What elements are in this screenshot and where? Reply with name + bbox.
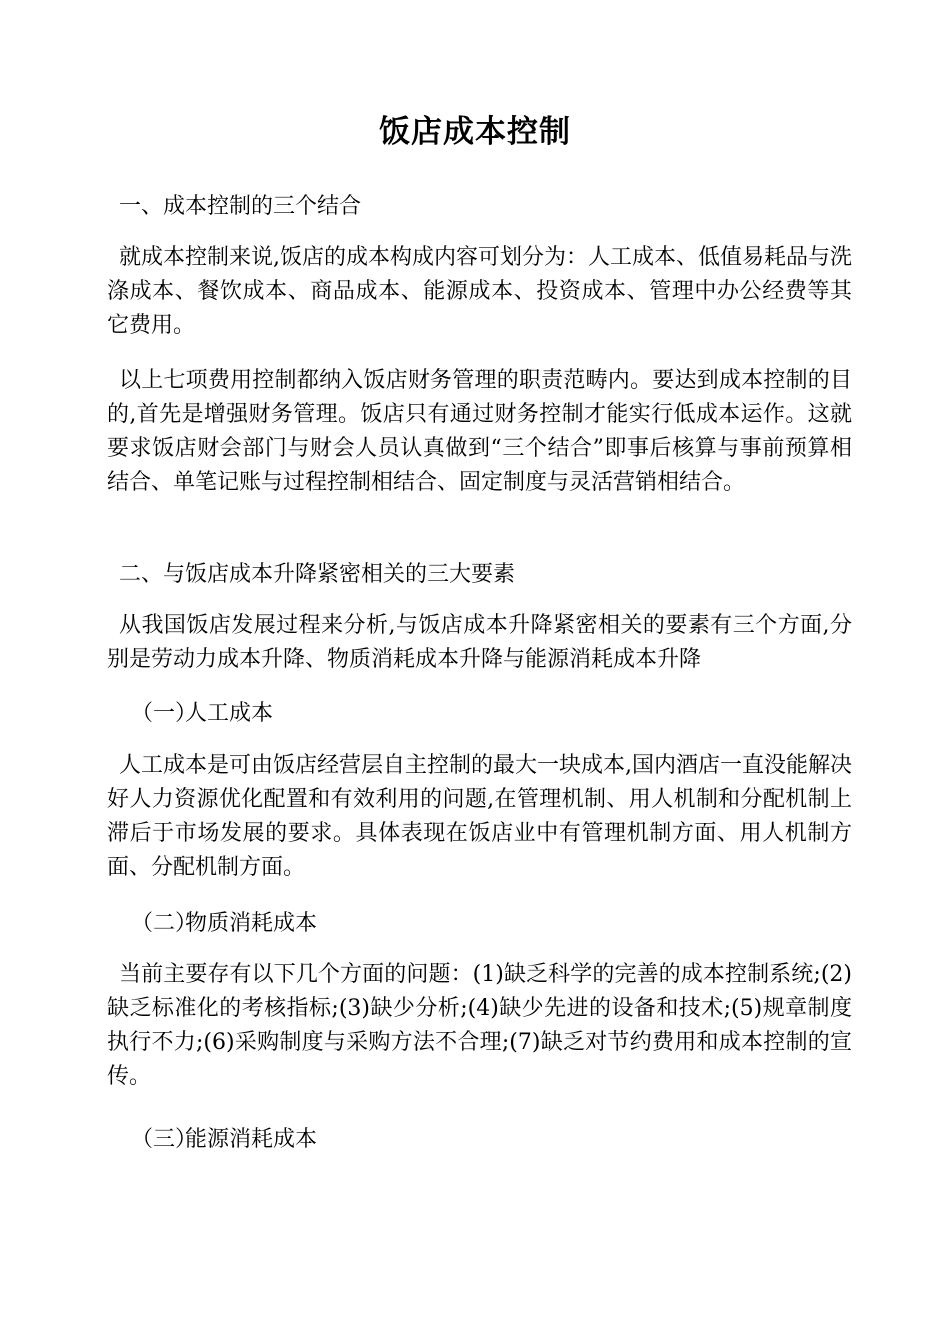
section-heading-1: 一、成本控制的三个结合 bbox=[119, 194, 362, 219]
subsection-heading-1 bbox=[107, 697, 852, 731]
paragraph-three-factors: 从我国饭店发展过程来分析,与饭店成本升降紧密相关的要素有三个方面,分别是劳动力成本升降、物质消耗成本升降与能源消耗成本升降 bbox=[107, 613, 852, 672]
paragraph-cost-composition: 就成本控制来说,饭店的成本构成内容可划分为：人工成本、低值易耗品与洗涤成本、餐饮成本、商品成本、能源成本、投资成本、管理中办公经费等其它费用。 bbox=[107, 245, 852, 338]
subsection-label: 物质消耗成本 bbox=[185, 911, 318, 936]
subsection-heading-3 bbox=[107, 1123, 852, 1157]
section-heading-2: 二、与饭店成本升降紧密相关的三大要素 bbox=[119, 562, 516, 587]
paragraph-three-combinations: 以上七项费用控制都纳入饭店财务管理的职责范畴内。要达到成本控制的目的,首先是增强财务管理。饭店只有通过财务控制才能实行低成本运作。这就要求饭店财会部门与财会人员认真做到“三个结合”即事后核算与事前预算相结合、单笔记账与过程控制相结合、固定制度与灵活营销相结合。 bbox=[107, 368, 852, 495]
paragraph-labor-cost: 人工成本是可由饭店经营层自主控制的最大一块成本,国内酒店一直没能解决好人力资源优化配置和有效利用的问题,在管理机制、用人机制和分配机制上滞后于市场发展的要求。具体表现在饭店业中有管理机制方面、用人机制方面、分配机制方面。 bbox=[107, 753, 852, 880]
subsection-label: 人工成本 bbox=[185, 701, 274, 726]
subsection-heading-2 bbox=[107, 907, 852, 941]
document-title: 饭店成本控制 bbox=[379, 114, 571, 150]
subsection-number: （一） bbox=[131, 701, 198, 726]
subsection-number: （三） bbox=[131, 1127, 198, 1152]
paragraph-material-cost: 当前主要存有以下几个方面的问题：(1)缺乏科学的完善的成本控制系统;(2)缺乏标准化的考核指标;(3)缺少分析;(4)缺少先进的设备和技术;(5)规章制度执行不力;(6)采购制度与采购方法不合理;(7)缺乏对节约费用和成本控制的宣传。 bbox=[107, 962, 852, 1089]
subsection-number: （二） bbox=[131, 911, 198, 936]
subsection-label: 能源消耗成本 bbox=[185, 1127, 318, 1152]
